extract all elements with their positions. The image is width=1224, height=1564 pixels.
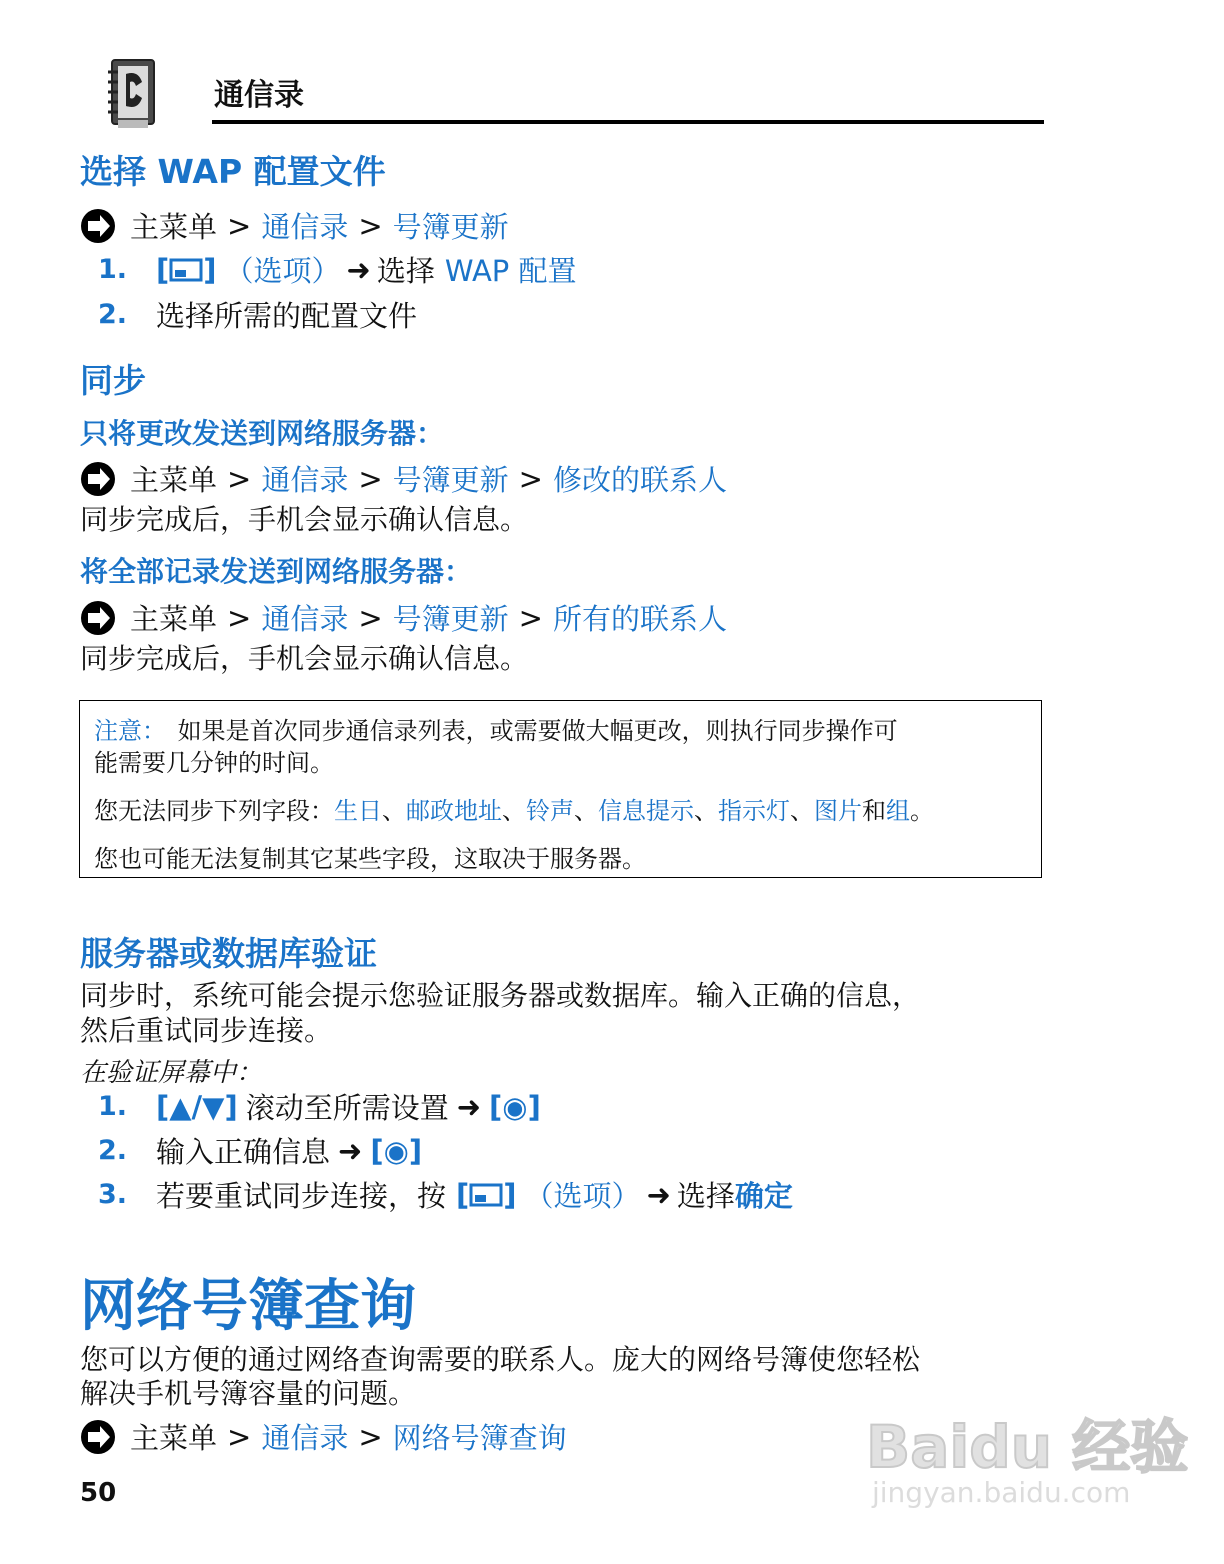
note-line-1 <box>94 711 898 746</box>
sync-result-1: 同步完成后，手机会显示确认信息。 <box>80 503 529 536</box>
nav-separator: > <box>358 461 383 496</box>
select-text: 选择 <box>676 1179 735 1213</box>
field-group: 组 <box>886 797 910 825</box>
option-label: （选项） <box>524 1179 641 1213</box>
field-picture: 图片 <box>814 797 862 825</box>
step-arrow: ➜ <box>338 1133 363 1168</box>
field-separator: 、 <box>790 797 814 825</box>
auth-italic-intro: 在验证屏幕中： <box>80 1058 263 1088</box>
step-text: 选择所需的配置文件 <box>156 299 418 333</box>
wap-step-1 <box>98 249 577 290</box>
nav-separator: > <box>358 600 383 635</box>
watermark-url: jingyan.baidu.com <box>872 1476 1131 1509</box>
note-box <box>79 700 1042 878</box>
select-text: 选择 <box>376 254 435 288</box>
sync-heading: 同步 <box>80 361 146 400</box>
baidu-watermark <box>866 1384 1189 1524</box>
bracket-right: ] <box>503 1177 517 1212</box>
nav-separator: > <box>358 208 383 243</box>
page-number: 50 <box>80 1478 117 1508</box>
step-arrow: ➜ <box>646 1177 671 1212</box>
step-number: 1. <box>98 254 128 285</box>
step-text: 若要重试同步连接，按 <box>156 1179 447 1213</box>
bracket-left: [ <box>456 1177 470 1212</box>
field-separator: 、 <box>502 797 526 825</box>
nav-arrow-icon <box>80 208 116 244</box>
auth-para-2: 然后重试同步连接。 <box>80 1014 333 1047</box>
sync-nav-path-2 <box>80 597 727 638</box>
wap-heading: 选择 WAP 配置文件 <box>80 152 386 191</box>
watermark-logo: Baidu 经验 <box>866 1413 1189 1481</box>
sync-result-2: 同步完成后，手机会显示确认信息。 <box>80 642 529 675</box>
nav-arrow-icon <box>80 1419 116 1455</box>
chapter-title: 通信录 <box>214 78 304 113</box>
step-text: 滚动至所需设置 <box>245 1091 449 1125</box>
nav-main-menu: 主菜单 <box>130 463 218 497</box>
auth-heading: 服务器或数据库验证 <box>80 934 377 973</box>
left-softkey-icon <box>169 257 203 283</box>
nav-modified-contacts: 修改的联系人 <box>552 463 727 497</box>
nav-arrow-icon <box>80 600 116 636</box>
address-book-icon <box>106 58 158 130</box>
field-separator: 、 <box>382 797 406 825</box>
step-arrow: ➜ <box>346 252 371 287</box>
nav-phonebook-update: 号簿更新 <box>392 602 509 636</box>
bracket-left: [ <box>156 252 170 287</box>
note-label: 注意： <box>94 717 166 745</box>
field-and: 和 <box>862 797 886 825</box>
netbook-para-1: 您可以方便的通过网络查询需要的联系人。庞大的网络号簿使您轻松 <box>80 1343 921 1376</box>
step-arrow: ➜ <box>456 1089 482 1124</box>
auth-step-2 <box>98 1130 422 1171</box>
header-rule <box>212 120 1044 124</box>
field-separator: 、 <box>574 797 598 825</box>
step-number: 1. <box>98 1091 128 1122</box>
nav-contacts: 通信录 <box>261 1421 349 1455</box>
nav-contacts: 通信录 <box>261 463 349 497</box>
nav-separator: > <box>227 461 252 496</box>
field-message-alert: 信息提示 <box>598 797 694 825</box>
nav-main-menu: 主菜单 <box>130 210 218 244</box>
field-end: 。 <box>910 797 934 825</box>
nav-contacts: 通信录 <box>261 210 349 244</box>
nav-separator: > <box>227 1419 252 1454</box>
note-line-4: 您也可能无法复制其它某些字段，这取决于服务器。 <box>94 845 646 873</box>
nav-arrow-icon <box>80 461 116 497</box>
sync-nav-path-1 <box>80 458 727 499</box>
wap-nav-path <box>80 205 509 246</box>
netbook-para-2: 解决手机号簿容量的问题。 <box>80 1377 417 1410</box>
wap-config-target: WAP 配置 <box>444 254 577 288</box>
step-text: 输入正确信息 <box>156 1135 331 1169</box>
field-birthday: 生日 <box>334 797 382 825</box>
confirm-target: 确定 <box>734 1179 793 1213</box>
nav-separator: > <box>518 461 543 496</box>
field-indicator-light: 指示灯 <box>718 797 790 825</box>
scroll-keys-icon: [▲/▼] <box>156 1089 238 1124</box>
sync-subheading-1: 只将更改发送到网络服务器： <box>80 417 445 450</box>
note-fields-line <box>94 791 934 826</box>
left-softkey-icon <box>469 1182 503 1208</box>
note-text: 如果是首次同步通信录列表，或需要做大幅更改，则执行同步操作可 <box>177 717 898 745</box>
auth-step-1 <box>98 1086 541 1127</box>
nav-main-menu: 主菜单 <box>130 1421 218 1455</box>
nav-separator: > <box>518 600 543 635</box>
field-postal-address: 邮政地址 <box>406 797 502 825</box>
nav-network-phonebook: 网络号簿查询 <box>392 1421 567 1455</box>
sync-subheading-2: 将全部记录发送到网络服务器： <box>80 555 473 588</box>
field-separator: 、 <box>694 797 718 825</box>
step-number: 2. <box>98 1135 128 1166</box>
nav-separator: > <box>358 1419 383 1454</box>
nav-phonebook-update: 号簿更新 <box>392 463 509 497</box>
field-ringtone: 铃声 <box>526 797 574 825</box>
nav-contacts: 通信录 <box>261 602 349 636</box>
ok-key-icon: [◉] <box>489 1089 541 1124</box>
nav-all-contacts: 所有的联系人 <box>552 602 727 636</box>
note-line-2: 能需要几分钟的时间。 <box>94 749 334 777</box>
netbook-title: 网络号簿查询 <box>80 1274 416 1339</box>
nav-main-menu: 主菜单 <box>130 602 218 636</box>
step-number: 3. <box>98 1179 128 1210</box>
ok-key-icon: [◉] <box>370 1133 423 1168</box>
auth-para-1: 同步时，系统可能会提示您验证服务器或数据库。输入正确的信息， <box>80 979 921 1012</box>
option-label: （选项） <box>224 254 341 288</box>
auth-step-3 <box>98 1174 793 1215</box>
wap-step-2 <box>98 294 417 335</box>
fields-intro: 您无法同步下列字段： <box>94 797 334 825</box>
bracket-right: ] <box>203 252 217 287</box>
nav-phonebook-update: 号簿更新 <box>392 210 509 244</box>
nav-separator: > <box>227 208 252 243</box>
netbook-nav-path <box>80 1416 567 1457</box>
nav-separator: > <box>227 600 252 635</box>
step-number: 2. <box>98 299 128 330</box>
